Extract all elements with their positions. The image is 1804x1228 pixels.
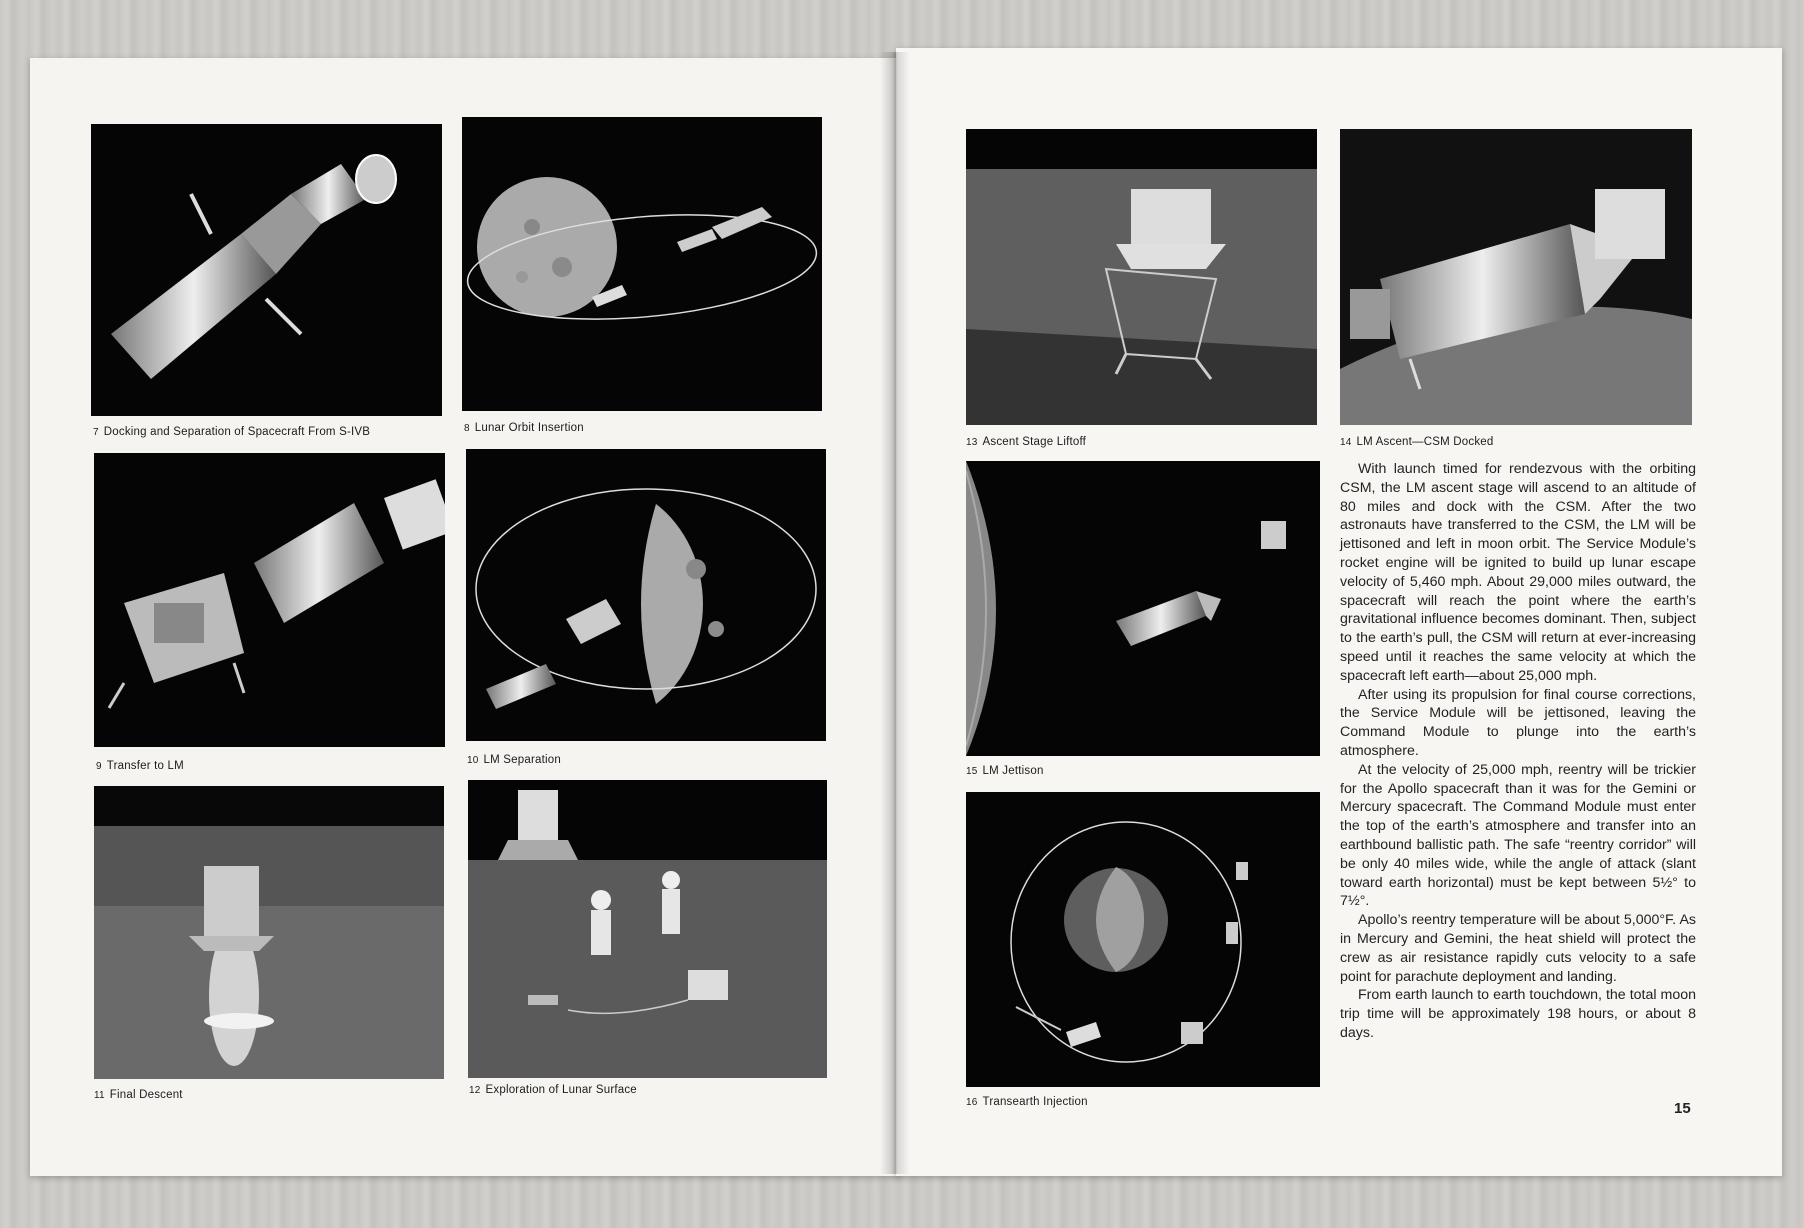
caption-9: 9 Transfer to LM xyxy=(96,760,184,772)
paragraph-1: With launch timed for rendezvous with the orbiting CSM, the LM ascent stage will ascend to an altitude of 80 miles and dock with the CSM. After the two astronauts have transferred to the CSM, the LM will be jettisoned and left in moon orbit. The Service Module’s rocket engine will be ignited to build up lunar escape velocity of 5,460 mph. About 29,000 miles outward, the spacecraft will reach the point where the earth’s gravitational influence becomes dominant. Then, subject to the earth’s pull, the CSM will return at ever-increasing speed until it reaches the same velocity at which the spacecraft left earth—about 25,000 mph. xyxy=(1340,461,1696,684)
illustration-lm-separation xyxy=(466,449,826,741)
caption-13: 13 Ascent Stage Liftoff xyxy=(966,436,1087,448)
caption-7: 7 Docking and Separation of Spacecraft From S-IVB xyxy=(93,426,371,438)
illustration-final-descent xyxy=(94,786,444,1079)
body-text xyxy=(1340,460,1696,1043)
caption-15: 15 LM Jettison xyxy=(966,765,1044,777)
paragraph-2: After using its propulsion for final course corrections, the Service Module will be jettisoned, leaving the Command Module to plunge into the earth’s atmosphere. xyxy=(1340,686,1696,759)
illustration-exploration-lunar-surface xyxy=(468,780,827,1078)
illustration-transearth-injection xyxy=(966,792,1320,1087)
page-number: 15 xyxy=(1674,1100,1691,1117)
illustration-lm-jettison xyxy=(966,461,1320,756)
caption-16: 16 Transearth Injection xyxy=(966,1096,1088,1108)
book-gutter xyxy=(880,52,910,1174)
illustration-docking-separation xyxy=(91,124,442,416)
illustration-transfer-to-lm xyxy=(94,453,445,747)
caption-10: 10 LM Separation xyxy=(467,754,561,766)
caption-8: 8 Lunar Orbit Insertion xyxy=(464,422,584,434)
caption-14: 14 LM Ascent—CSM Docked xyxy=(1340,436,1494,448)
caption-12: 12 Exploration of Lunar Surface xyxy=(469,1084,637,1096)
caption-11: 11 Final Descent xyxy=(94,1089,183,1101)
illustration-lunar-orbit-insertion xyxy=(462,117,822,411)
paragraph-3: At the velocity of 25,000 mph, reentry will be trickier for the Apollo spacecraft than it was for the Gemini or Mercury spacecraft. The Command Module must enter the top of the earth’s atmosphere and transfer into an earthbound ballistic path. The safe “reentry corridor” will be only 40 miles wide, while the angle of attack (slant toward earth horizontal) must be kept between 5½° to 7½°. xyxy=(1340,761,1696,910)
illustration-lm-ascent-csm-docked xyxy=(1340,129,1692,425)
paragraph-4: Apollo’s reentry temperature will be about 5,000°F. As in Mercury and Gemini, the heat shield will protect the crew as air resistance rapidly cuts velocity to a safe point for parachute deployment and landing. xyxy=(1340,912,1696,985)
illustration-ascent-stage-liftoff xyxy=(966,129,1317,425)
paragraph-5: From earth launch to earth touchdown, the total moon trip time will be approximately 198 hours, or about 8 days. xyxy=(1340,987,1696,1041)
